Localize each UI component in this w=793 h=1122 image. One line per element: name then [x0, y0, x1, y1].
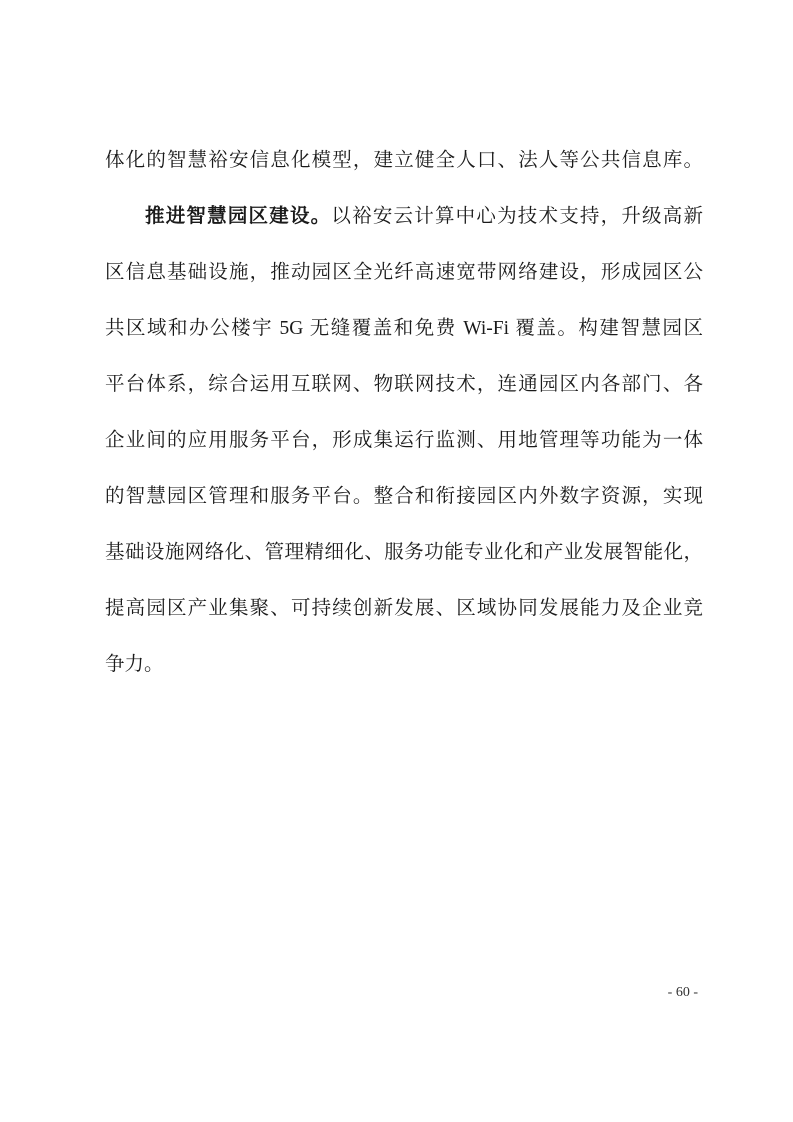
text-line: 争力。: [105, 654, 164, 675]
body-text: [105, 133, 703, 693]
bold-run: 推进智慧园区建设。: [145, 206, 332, 227]
text-line: 基础设施网络化、管理精细化、服务功能专业化和产业发展智能化，: [105, 542, 703, 563]
text-line: 的智慧园区管理和服务平台。整合和衔接园区内外数字资源，实现: [105, 486, 703, 507]
text-line: 推进智慧园区建设。以裕安云计算中心为技术支持，升级高新: [145, 206, 703, 227]
text-line: 平台体系，综合运用互联网、物联网技术，连通园区内各部门、各: [105, 374, 703, 395]
text-line: 共区域和办公楼宇 5G 无缝覆盖和免费 Wi-Fi 覆盖。构建智慧园区: [105, 318, 703, 339]
text-line: 企业间的应用服务平台，形成集运行监测、用地管理等功能为一体: [105, 430, 703, 451]
page-number: - 60 -: [667, 985, 698, 1000]
text-line: 区信息基础设施，推动园区全光纤高速宽带网络建设，形成园区公: [105, 262, 703, 283]
text-line: 提高园区产业集聚、可持续创新发展、区域协同发展能力及企业竞: [105, 598, 703, 619]
text-line: 体化的智慧裕安信息化模型，建立健全人口、法人等公共信息库。: [105, 150, 703, 171]
